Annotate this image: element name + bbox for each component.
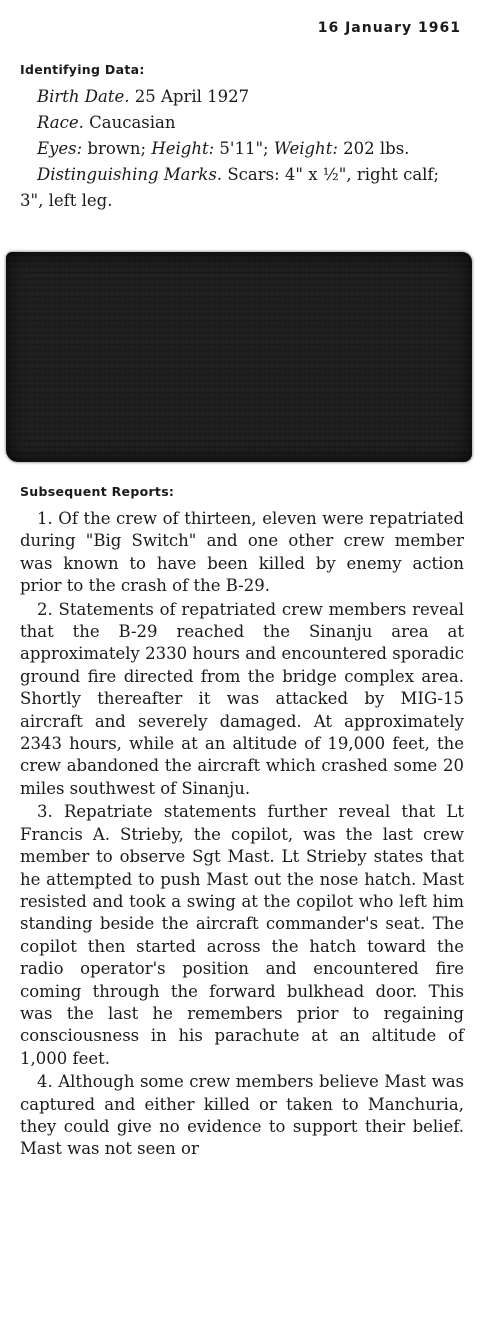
weight-value: 202 lbs.: [337, 139, 410, 158]
report-paragraph-3: 3. Repatriate statements further reveal that Lt Francis A. Strieby, the copilot, was the last crew member to observe Sgt Mast. Lt Strieby states that he attempted to push Mast out the nose hatch. Mast resisted and took a swing at the copilot who left him standing beside the aircraft commander's seat. The copilot then started across the hatch toward the radio operator's position and encountered fire coming through the forward bulkhead door. This was the last he remembers prior to regaining consciousness in his parachute at an altitude of 1,000 feet.: [20, 802, 464, 1068]
race-value: Caucasian: [83, 113, 176, 132]
height-value: 5'11";: [214, 139, 274, 158]
physical-line: [20, 136, 464, 162]
race-line: [20, 110, 464, 136]
marks-label: Distinguishing Marks.: [37, 165, 223, 184]
height-label: Height:: [151, 139, 215, 158]
identifying-data-section: [20, 84, 464, 214]
race-label: Race.: [37, 113, 84, 132]
report-paragraph-1: 1. Of the crew of thirteen, eleven were repatriated during "Big Switch" and one other crew member was known to have been killed by enemy action prior to the crash of the B-29.: [20, 509, 464, 596]
subsequent-reports-heading: Subsequent Reports:: [20, 484, 175, 499]
eyes-value: brown;: [82, 139, 152, 158]
report-paragraph-4: 4. Although some crew members believe Mast was captured and either killed or taken to Manchuria, they could give no evidence to support their belief. Mast was not seen or: [20, 1072, 464, 1159]
weight-label: Weight:: [273, 139, 338, 158]
subsequent-reports-body: [20, 508, 464, 1162]
birth-date-line: [20, 84, 464, 110]
redaction-block: [6, 252, 472, 462]
marks-line: [20, 162, 464, 214]
identifying-data-heading: Identifying Data:: [20, 62, 145, 77]
eyes-label: Eyes:: [37, 139, 83, 158]
document-date: 16 January 1961: [317, 20, 461, 36]
report-paragraph-2: 2. Statements of repatriated crew members reveal that the B-29 reached the Sinanju area at approximately 2330 hours and encountered sporadic ground fire directed from the bridge complex area. Shortly thereafter it was attacked by MIG-15 aircraft and severely damaged. At approximately 2343 hours, while at an altitude of 19,000 feet, the crew abandoned the aircraft which crashed some 20 miles southwest of Sinanju.: [20, 599, 464, 798]
birth-date-value: 25 April 1927: [129, 87, 250, 106]
birth-date-label: Birth Date.: [37, 87, 130, 106]
marks-value: Scars: 4" x ½", right calf; 3", left leg.: [20, 165, 440, 210]
